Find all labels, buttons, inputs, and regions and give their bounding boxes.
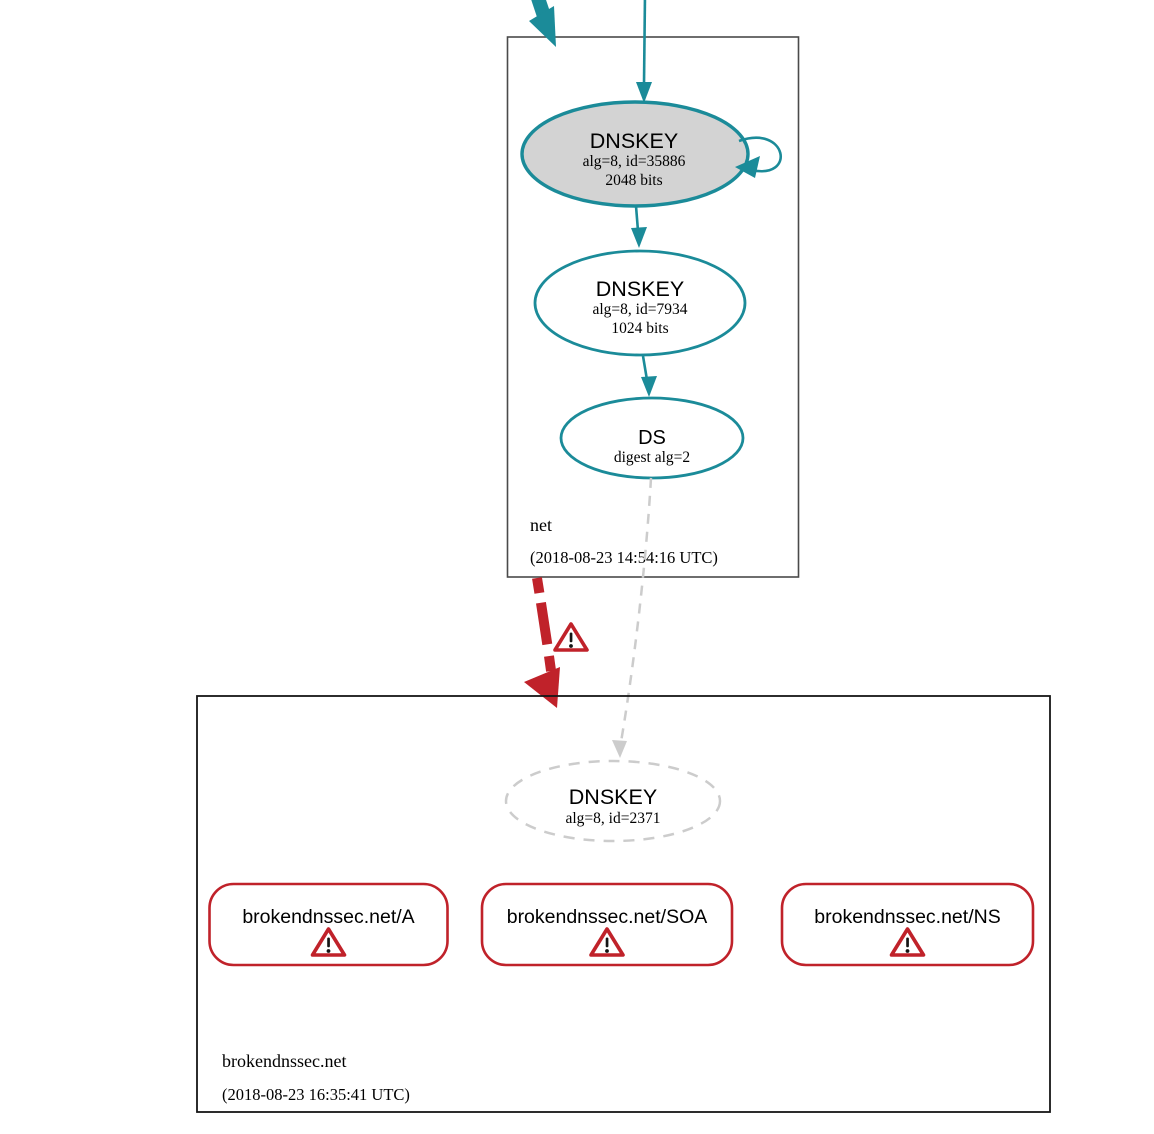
- child-dnskey-title: DNSKEY: [568, 785, 658, 809]
- node-net-ds: [561, 398, 743, 478]
- node-net-dnskey-zsk: [535, 251, 745, 355]
- edge-ds-to-child-dnskey-dashed: [612, 478, 651, 758]
- node-brokendnssec-dnskey: [506, 761, 720, 841]
- arrowhead-icon: [612, 740, 627, 758]
- zone-net-timestamp: (2018-08-23 14:54:16 UTC): [530, 548, 718, 567]
- rrset-node-soa: [482, 884, 732, 965]
- rrset-node-a: [210, 884, 448, 965]
- child-dnskey-detail: alg=8, id=2371: [565, 810, 661, 827]
- arrowhead-icon: [641, 376, 657, 397]
- ksk-detail: alg=8, id=35886: [582, 153, 686, 170]
- zsk-bits: 1024 bits: [611, 320, 669, 337]
- zone-net-label: net: [530, 515, 552, 535]
- edge-parent-to-net-dnskey: [636, 0, 652, 103]
- warning-icon: [555, 624, 587, 650]
- zone-brokendnssec-timestamp: (2018-08-23 16:35:41 UTC): [222, 1085, 410, 1104]
- node-net-dnskey-ksk: [522, 102, 781, 206]
- arrowhead-icon: [524, 667, 560, 708]
- ds-detail: digest alg=2: [613, 449, 691, 466]
- rrset-soa-label: brokendnssec.net/SOA: [506, 906, 708, 928]
- ksk-bits: 2048 bits: [605, 172, 663, 189]
- edge-parent-to-net-ds-thick: [529, 0, 556, 47]
- edge-ksk-to-zsk: [631, 206, 647, 248]
- rrset-node-ns: [782, 884, 1033, 965]
- edge-bogus-delegation: [524, 578, 587, 708]
- zsk-title: DNSKEY: [595, 277, 685, 301]
- arrowhead-icon: [636, 82, 652, 103]
- arrowhead-icon: [631, 227, 647, 248]
- edge-zsk-to-ds: [641, 356, 657, 397]
- zone-brokendnssec-label: brokendnssec.net: [222, 1051, 347, 1071]
- rrset-ns-label: brokendnssec.net/NS: [814, 906, 1001, 928]
- ksk-title: DNSKEY: [589, 129, 679, 153]
- ds-title: DS: [638, 427, 666, 449]
- rrset-a-label: brokendnssec.net/A: [242, 906, 415, 928]
- zsk-detail: alg=8, id=7934: [592, 301, 688, 318]
